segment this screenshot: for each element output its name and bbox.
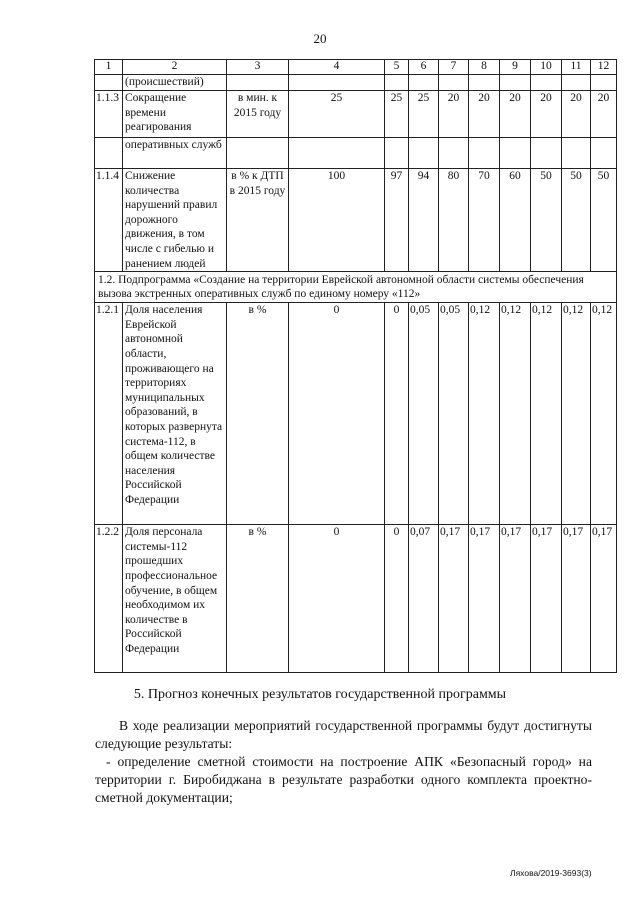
header-cell: 7: [439, 60, 469, 75]
value-cell: 0,12: [469, 303, 500, 525]
value-cell: 20: [439, 91, 469, 138]
subprogram-row: [95, 272, 617, 303]
document-code: Ляхова/2019-3693(3): [510, 868, 592, 878]
table-row: [95, 75, 617, 91]
table-row: [95, 138, 617, 169]
value-cell: [562, 75, 591, 91]
value-cell: 97: [385, 169, 409, 272]
value-cell: [562, 138, 591, 169]
table-row: [95, 91, 617, 138]
value-cell: [439, 75, 469, 91]
value-cell: 25: [385, 91, 409, 138]
value-cell: 25: [409, 91, 439, 138]
header-cell: 8: [469, 60, 500, 75]
header-cell: 3: [227, 60, 289, 75]
value-cell: 0,07: [409, 525, 439, 673]
table-row: [95, 303, 617, 525]
header-cell: 9: [500, 60, 531, 75]
row-number: [95, 75, 123, 91]
header-cell: 12: [591, 60, 617, 75]
value-cell: [439, 138, 469, 169]
value-cell: 0: [385, 525, 409, 673]
header-cell: 11: [562, 60, 591, 75]
value-cell: [500, 75, 531, 91]
paragraph-result: - определение сметной стоимости на построение АПК «Безопасный город» на территории г. Биробиджана в результате разработки одного комплекта проектно-сметной документации;: [95, 754, 592, 805]
indicators-table: [94, 59, 617, 673]
unit: в %: [227, 303, 289, 525]
section-heading: 5. Прогноз конечных результатов государственной программы: [133, 687, 507, 702]
row-number: 1.2.2: [95, 525, 123, 673]
value-cell: 0,17: [500, 525, 531, 673]
table-row: [95, 525, 617, 673]
indicator-name: (происшествий): [123, 75, 227, 91]
value-cell: [591, 138, 617, 169]
value-cell: 20: [500, 91, 531, 138]
value-cell: [409, 138, 439, 169]
value-cell: 0,17: [591, 525, 617, 673]
header-cell: 2: [123, 60, 227, 75]
subprogram-title: 1.2. Подпрограмма «Создание на территории Еврейской автономной области системы обеспечения вызова экстренных оперативных служб по единому номеру «112»: [95, 272, 617, 303]
header-cell: 4: [289, 60, 385, 75]
row-number: 1.2.1: [95, 303, 123, 525]
row-number: [95, 138, 123, 169]
header-cell: 6: [409, 60, 439, 75]
value-cell: [591, 75, 617, 91]
value-cell: [385, 75, 409, 91]
row-number: 1.1.3: [95, 91, 123, 138]
unit: в %: [227, 525, 289, 673]
value-cell: [500, 138, 531, 169]
value-cell: 70: [469, 169, 500, 272]
value-cell: 94: [409, 169, 439, 272]
value-cell: 60: [500, 169, 531, 272]
indicator-name: Доля населения Еврейской автономной области, проживающего на территориях муниципальных образований, в которых развернута система-112, в общем количестве населения Российской Федерации: [123, 303, 227, 525]
paragraph-intro: В ходе реализации мероприятий государственной программы будут достигнуты следующие результаты:: [95, 718, 592, 751]
value-cell: 20: [469, 91, 500, 138]
value-cell: 25: [289, 91, 385, 138]
indicator-name: оперативных служб: [123, 138, 227, 169]
header-cell: 10: [531, 60, 562, 75]
page-number: 20: [313, 31, 327, 46]
table-header-row: [95, 60, 617, 75]
value-cell: [409, 75, 439, 91]
value-cell: 20: [531, 91, 562, 138]
value-cell: 50: [591, 169, 617, 272]
value-cell: 0,17: [469, 525, 500, 673]
value-cell: 20: [562, 91, 591, 138]
value-cell: 0,17: [562, 525, 591, 673]
value-cell: 0,05: [439, 303, 469, 525]
value-cell: 0,17: [531, 525, 562, 673]
value-cell: 0: [385, 303, 409, 525]
value-cell: [469, 75, 500, 91]
header-cell: 1: [95, 60, 123, 75]
value-cell: [531, 138, 562, 169]
value-cell: 0,05: [409, 303, 439, 525]
value-cell: 0,17: [439, 525, 469, 673]
value-cell: [289, 138, 385, 169]
value-cell: [385, 138, 409, 169]
row-number: 1.1.4: [95, 169, 123, 272]
value-cell: 20: [591, 91, 617, 138]
value-cell: [289, 75, 385, 91]
unit: [227, 75, 289, 91]
indicator-name: Снижение количества нарушений правил дорожного движения, в том числе с гибелью и ранением людей: [123, 169, 227, 272]
value-cell: 0,12: [562, 303, 591, 525]
value-cell: [469, 138, 500, 169]
value-cell: 0,12: [531, 303, 562, 525]
value-cell: 0,12: [591, 303, 617, 525]
header-cell: 5: [385, 60, 409, 75]
indicator-name: Доля персонала системы-112 прошедших профессиональное обучение, в общем необходимом их количестве в Российской Федерации: [123, 525, 227, 673]
value-cell: 100: [289, 169, 385, 272]
value-cell: 50: [531, 169, 562, 272]
value-cell: 0,12: [500, 303, 531, 525]
value-cell: 0: [289, 525, 385, 673]
indicator-name: Сокращение времени реагирования: [123, 91, 227, 138]
value-cell: 80: [439, 169, 469, 272]
value-cell: 0: [289, 303, 385, 525]
table-row: [95, 169, 617, 272]
value-cell: 50: [562, 169, 591, 272]
value-cell: [531, 75, 562, 91]
unit: [227, 138, 289, 169]
unit: в мин. к 2015 году: [227, 91, 289, 138]
unit: в % к ДТП в 2015 году: [227, 169, 289, 272]
